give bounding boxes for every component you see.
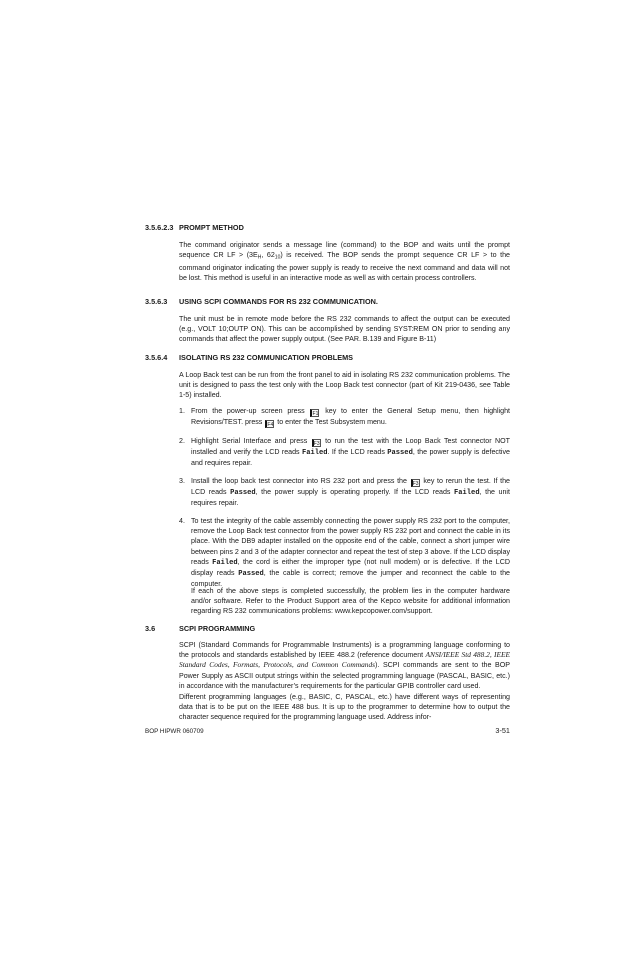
section-number: 3.5.6.4 [145, 353, 168, 362]
scpi-languages-paragraph: Different programming languages (e.g., BASIC, C, PASCAL, etc.) have different ways of representing data that is to be put on the IEEE 488 bus. It is up to the programmer to determine how to output the character sequence required for the programming language used. Address infor- [179, 693, 510, 722]
f3-key-icon: F3 [411, 479, 420, 487]
f1-key-icon: F1 [310, 409, 319, 417]
isolating-closing-paragraph: If each of the above steps is completed successfully, the problem lies in the computer hardware and/or software. Refer to the Product Support area of the Kepco website for additional information regarding RS 232 communications problems: www.kepcopower.com/support. [191, 587, 510, 616]
page-number: 3-51 [495, 726, 510, 735]
prompt-method-paragraph: The command originator sends a message line (command) to the BOP and waits until the prompt sequence CR LF > ($3E_H$, $62_{10}$) is received. The BOP sends the prompt sequence CR LF > to the command originator indicating the power supply is ready to receive the next command and data will not be lost. This method is useful in an interactive mode as well as with certain process controllers. [179, 241, 510, 283]
section-number: 3.5.6.3 [145, 297, 168, 306]
f3-key-icon: F3 [312, 439, 321, 447]
isolating-intro-paragraph: A Loop Back test can be run from the front panel to aid in isolating RS 232 communication problems. The unit is designed to pass the test only with the Loop Back test connector (part of Kit 219-0436, see Table 1-5) installed. [179, 371, 510, 400]
list-item: 2. Highlight Serial Interface and press F3 to run the test with the Loop Back Test connector NOT installed and verify the LCD reads Failed. If the LCD reads Passed, the power supply is defective and requires repair. [179, 437, 510, 468]
list-item: 1. From the power-up screen press F1 key to enter the General Setup menu, then highlight Revisions/TEST. press F4 to enter the Test Subsystem menu. [179, 407, 510, 428]
scpi-paragraph: SCPI (Standard Commands for Programmable Instruments) is a programming language conforming to the protocols and standards established by IEEE 488.2 (reference document ANSI/IEEE Std 488.2, IEEE Standard Codes, Formats, Protocols, and Common Commands). SCPI commands are sent to the BOP Power Supply as ASCII output strings within the selected programming language (PASCAL, BASIC, etc.) in accordance with the manufacturer’s requirements for the particular GPIB controller card used. [179, 641, 510, 690]
f4-key-icon: F4 [265, 420, 274, 428]
section-title: ISOLATING RS 232 COMMUNICATION PROBLEMS [179, 353, 354, 362]
section-title: USING SCPI COMMANDS FOR RS 232 COMMUNICATION. [179, 297, 378, 306]
footer-doc-id: BOP HIPWR 060709 [145, 728, 204, 735]
scpi-rs232-paragraph: The unit must be in remote mode before the RS 232 commands to affect the output can be executed (e.g., VOLT 10;OUTP ON). This can be accomplished by sending SYST:REM ON prior to sending any commands that affect the power supply output. (See PAR. B.139 and Figure B-11) [179, 315, 510, 344]
list-item: 4. To test the integrity of the cable assembly connecting the power supply RS 232 port to the computer, remove the Loop Back test connector from the power supply RS 232 port and connect the cable in its place. With the DB9 adapter installed on the opposite end of the cable, connect a short jumper wire between pins 2 and 3 of the adapter connector and repeat the test of step 3 above. If the LCD display reads Failed, the cord is either the improper type (not null modem) or is defective. If the LCD display reads Passed, the cable is correct; remove the jumper and reconnect the cable to the computer. [179, 517, 510, 589]
list-item: 3. Install the loop back test connector into RS 232 port and press the F3 key to rerun the test. If the LCD reads Passed, the power supply is operating properly. If the LCD reads Failed, the unit requires repair. [179, 477, 510, 508]
section-title: SCPI PROGRAMMING [179, 624, 256, 633]
section-number: 3.5.6.2.3 [145, 223, 174, 232]
section-title: PROMPT METHOD [179, 223, 244, 232]
section-number: 3.6 [145, 624, 156, 633]
